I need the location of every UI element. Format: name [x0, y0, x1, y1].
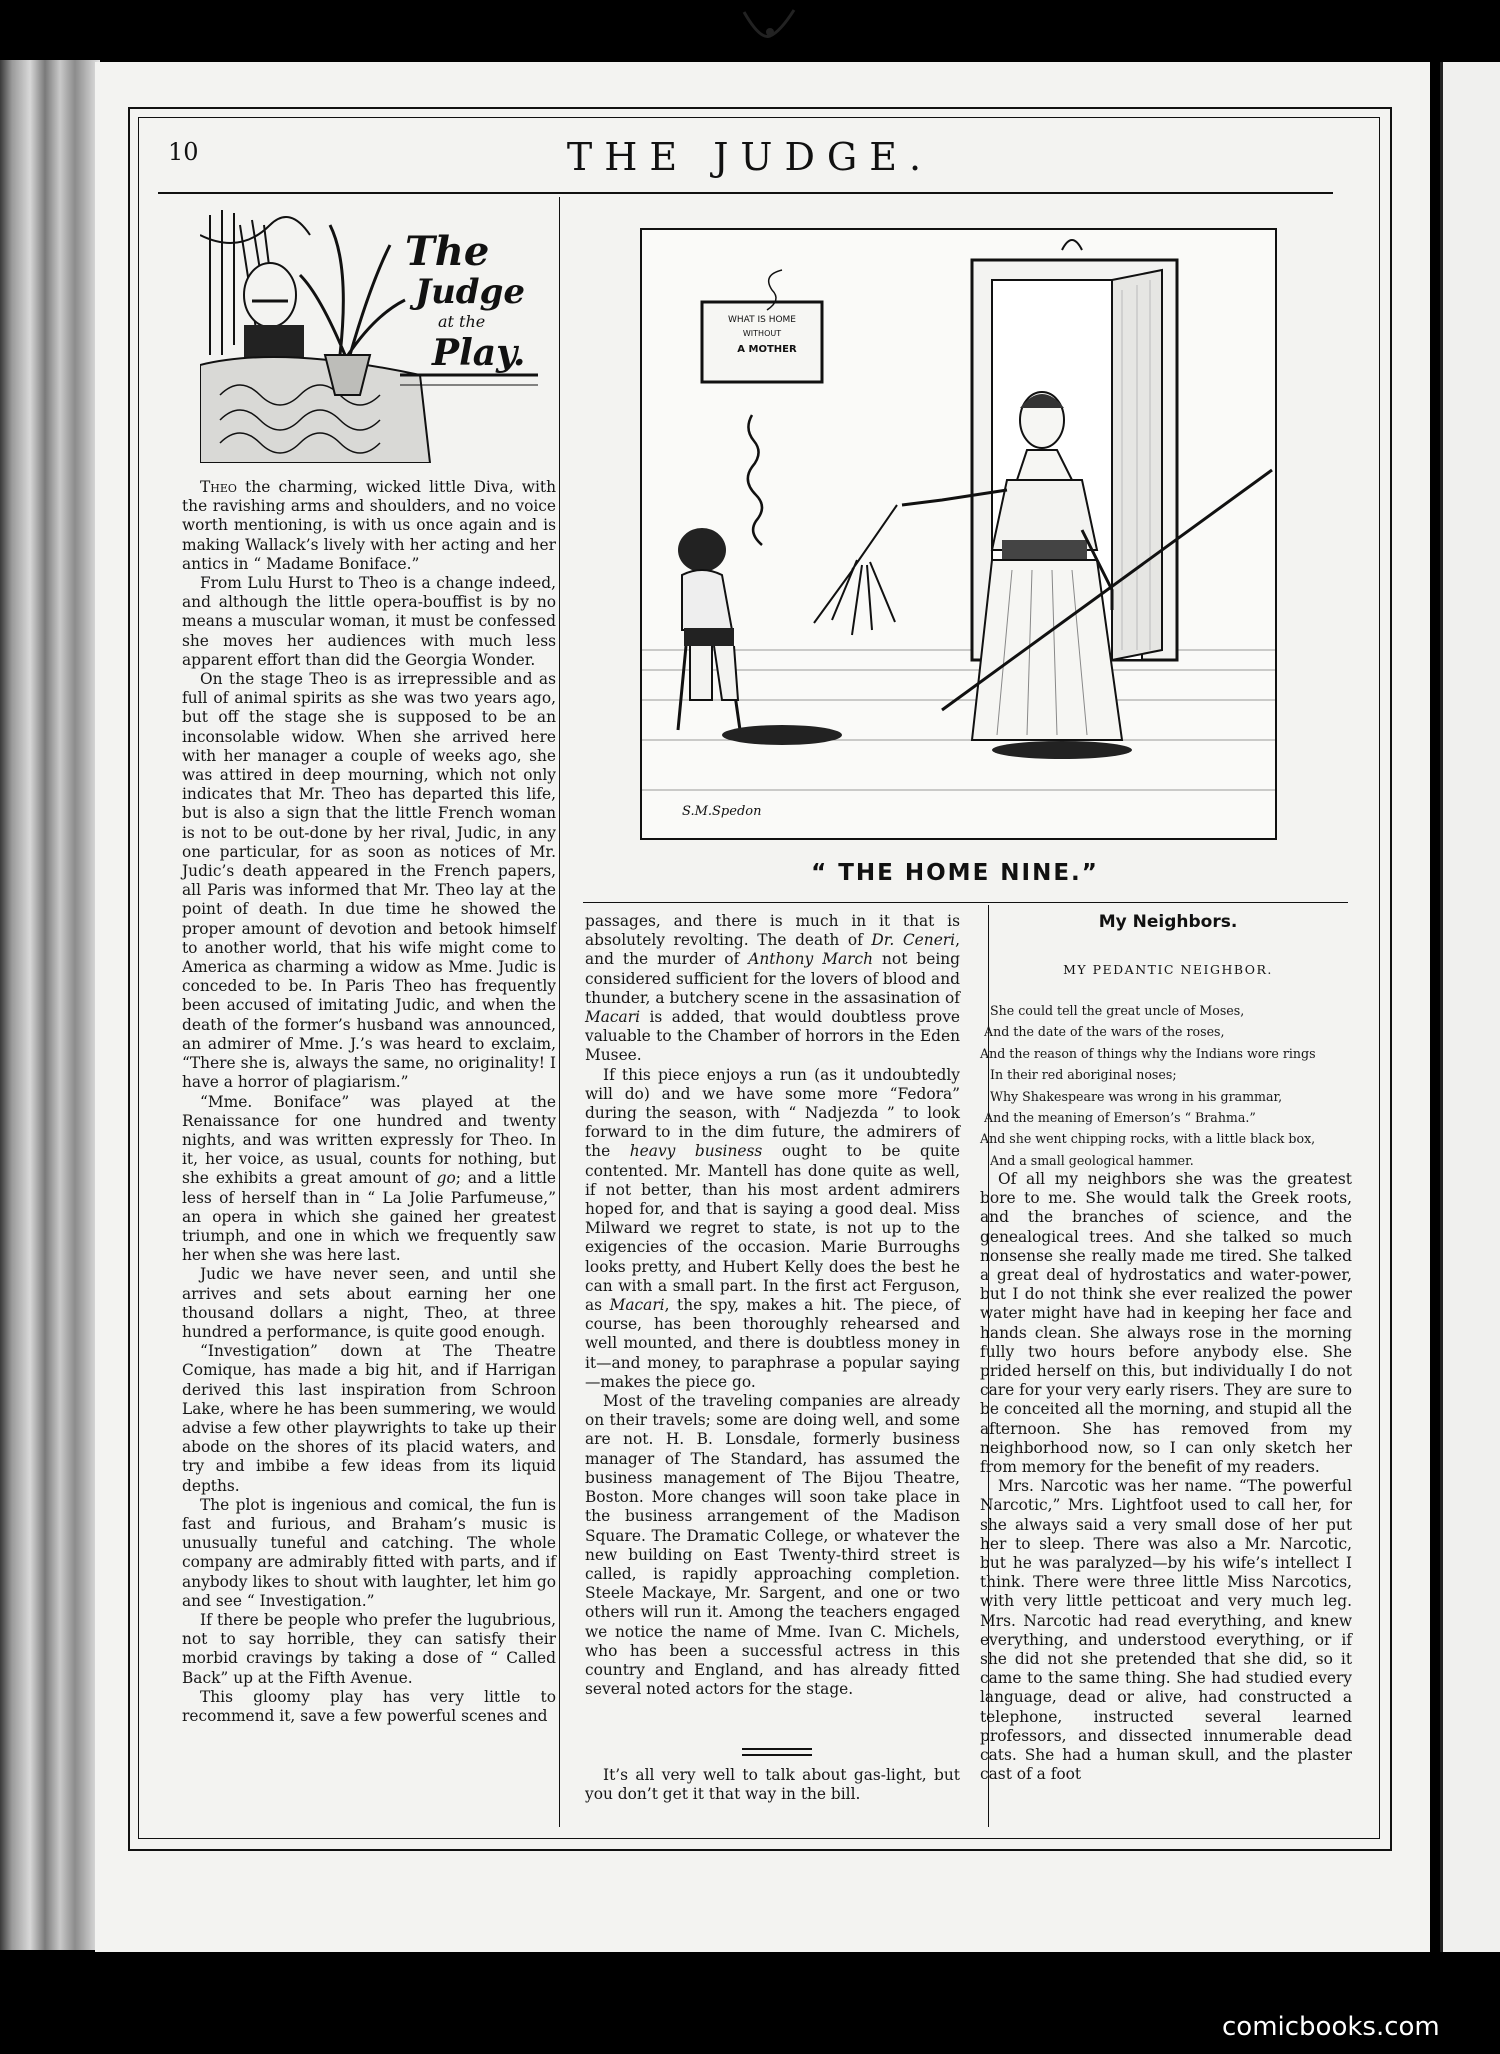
col1-paragraph-2: From Lulu Hurst to Theo is a change indeed, and although the little opera-bouffist is by no means a muscular woman, it must be confessed she moves her audiences with much less apparent effort than did the Georgia Wonder. [182, 574, 556, 669]
col1-paragraph-5: Judic we have never seen, and until she arrives and sets about earning her one thousand dollars a night, Theo, at three hundred a performance, is quite good enough. [182, 1265, 556, 1341]
poem-line: And a small geological hammer. [990, 1152, 1194, 1168]
column-rule-left [559, 197, 560, 1827]
watermark: comicbooks.com [1222, 2012, 1440, 2042]
logo-word-judge: Judge [415, 272, 525, 312]
cartoon-signature: S.M.Spedon [682, 804, 762, 819]
poem-line: And the meaning of Emerson’s “ Brahma.” [984, 1110, 1256, 1126]
sign-line-3: A MOTHER [737, 344, 797, 355]
col2-paragraph-2: If this piece enjoys a run (as it undoubtedly will do) and we have some more “Fedora” during the season, with “ Nadjezda ” to look forward to in the dim future, the admirers of the heavy business ought to be quite contented. Mr. Mantell has done quite as well, if not better, than his most ardent admirers hoped for, and that is saying a good deal. Miss Milward we regret to state, is not up to the exigencies of the occasion. Marie Burroughs looks pretty, and Hubert Kelly does the best he can with a small part. In the first act Ferguson, as Macari, the spy, makes a hit. The piece, of course, has been thoroughly rehearsed and well mounted, and there is doubtless money in it—and money, to paraphrase a popular saying—makes the piece go. [585, 1065, 961, 1391]
cartoon-caption: “ THE HOME NINE.” [811, 860, 1099, 886]
col1-paragraph-6: “Investigation” down at The Theatre Comique, has made a big hit, and if Harrigan derived this last inspiration from Schroon Lake, where he has been summering, we would advise a few other playwrights to take up their abode on the shores of its placid waters, and try and imbibe a few ideas from its liquid depths. [182, 1342, 556, 1495]
col1-paragraph-4: “Mme. Boniface” was played at the Renaissance for one hundred and twenty nights, and was written expressly for Theo. In it, her voice, as usual, counts for nothing, but she exhibits a great amount of go; and a little less of herself than in “ La Jolie Parfumeuse,” an opera in which she gained her greatest triumph, and one in which we frequently saw her when she was here last. [182, 1092, 556, 1265]
col1-paragraph-9: This gloomy play has very little to recommend it, save a few powerful scenes and [182, 1687, 556, 1725]
my-neighbors-heading: My Neighbors. [1098, 912, 1238, 932]
col1-paragraph-8: If there be people who prefer the lugubrious, not to say horrible, they can satisfy their morbid cravings by taking a dose of “ Called Back” up at the Fifth Avenue. [182, 1610, 556, 1687]
poem-line: In their red aboriginal noses; [990, 1067, 1177, 1083]
pedantic-neighbor-subheading: MY PEDANTIC NEIGHBOR. [1063, 962, 1273, 977]
poem-line: And the reason of things why the Indians wore rings [980, 1045, 1316, 1061]
page-number: 10 [168, 138, 199, 166]
caption-rule [583, 902, 1348, 903]
col1-paragraph-3: On the stage Theo is as irrepressible and as full of animal spirits as she was two years ago, but off the stage she is supposed to be an inconsolable widow. When she arrived here with her manager a couple of weeks ago, she was attired in deep mourning, which not only indicates that Mr. Theo has departed this life, but is also a sign that the little French woman is not to be out-done by her rival, Judic, in any one particular, for as soon as notices of Mr. Judic’s death appeared in the French papers, all Paris was informed that Mr. Theo lay at the point of death. In due time he showed the proper amount of devotion and betook himself to another world, that his wife might come to America as charming a widow as Mme. Judic is conceded to be. In Paris Theo has frequently been accused of imitating Judic, and when the death of the former’s husband was announced, an admirer of Mme. J.’s was heard to exclaim, “There she is, always the same, no originality! I have a horror of plagiarism.” [182, 670, 556, 1092]
section-separator [742, 1748, 812, 1756]
binder-clip [740, 6, 800, 50]
col2-paragraph-3: Most of the traveling companies are already on their travels; some are doing well, and some are not. H. B. Lonsdale, formerly business manager of The Standard, has assumed the business management of The Bijou Theatre, Boston. More changes will soon take place in the business arrangement of the Madison Square. The Dramatic College, or whatever the new building on East Twenty-third street is called, is rapidly approaching completion. Steele Mackaye, Mr. Sargent, and one or two others will run it. Among the teachers engaged we notice the name of Mme. Ivan C. Michels, who has been a successful actress in this country and England, and has already fitted several noted actors for the stage. [585, 1392, 960, 1699]
book-spine [0, 60, 100, 1950]
masthead-title: THE JUDGE. [566, 135, 934, 179]
logo-word-play: Play. [432, 332, 526, 374]
sign-line-1: WHAT IS HOME [727, 315, 797, 325]
col3-paragraph-1: Of all my neighbors she was the greatest bore to me. She would talk the Greek roots, and the branches of science, and the genealogical trees. And she talked so much nonsense she really made me tired. She talked a great deal of hydrostatics and water-power, but I do not think she ever realized the power water might have had in keeping her face and hands clean. She always rose in the morning fully two hours before anybody else. She prided herself on this, but individually I do not care for your very early risers. They are sure to be conceited all the morning, and stupid all the afternoon. She has removed from my neighborhood now, so I can only sketch her from memory for the benefit of my readers. [980, 1170, 1352, 1477]
logo-word-at-the: at the [438, 312, 486, 331]
poem-line: And she went chipping rocks, with a little black box, [980, 1131, 1316, 1147]
col1-paragraph-7: The plot is ingenious and comical, the fun is fast and furious, and Braham’s music is unusually tuneful and catching. The whole company are admirably fitted with parts, and if anybody likes to shout with laughter, let him go and see “ Investigation.” [182, 1495, 556, 1610]
home-nine-cartoon [640, 228, 1277, 840]
masthead-rule [158, 192, 1333, 194]
col2-paragraph-4: It’s all very well to talk about gas-light, but you don’t get it that way in the bill. [585, 1766, 960, 1804]
facing-page-edge [1440, 62, 1500, 1952]
column-1-article [182, 478, 556, 1726]
column-3-article [980, 1170, 1352, 1785]
col2-paragraph-1: passages, and there is much in it that is absolutely revolting. The death of Dr. Ceneri, and the murder of Anthony March not being considered sufficient for the lovers of blood and thunder, a butchery scene in the assasination of Macari is added, that would doubtless prove valuable to the Chamber of horrors in the Eden Musee. [585, 912, 961, 1065]
col1-paragraph-1: Theo the charming, wicked little Diva, with the ravishing arms and shoulders, and no voice worth mentioning, is with us once again and is making Wallack’s lively with her acting and her antics in “ Madame Boniface.” [182, 478, 556, 573]
judge-at-the-play-logo [200, 205, 538, 463]
logo-word-the: The [405, 228, 490, 275]
sign-line-2: WITHOUT [742, 329, 782, 338]
poem-line: Why Shakespeare was wrong in his grammar, [990, 1088, 1283, 1104]
poem-line: And the date of the wars of the roses, [984, 1024, 1225, 1040]
column-2-article [585, 912, 960, 1699]
poem-line: She could tell the great uncle of Moses, [990, 1003, 1245, 1018]
poem [980, 1000, 1350, 1171]
col2-closing-note [585, 1766, 960, 1804]
col3-paragraph-2: Mrs. Narcotic was her name. “The powerful Narcotic,” Mrs. Lightfoot used to call her, for she always said a very small dose of her put her to sleep. There was also a Mr. Narcotic, but he was paralyzed—by his wife’s intellect I think. There were three little Miss Narcotics, with very little petticoat and very much leg. Mrs. Narcotic had read everything, and knew everything, and understood everything, or if she did not she pretended that she did, so it came to the same thing. She had studied every language, dead or alive, had constructed a telephone, instructed several learned professors, and dissected innumerable dead cats. She had a human skull, and the plaster cast of a foot [980, 1477, 1352, 1784]
